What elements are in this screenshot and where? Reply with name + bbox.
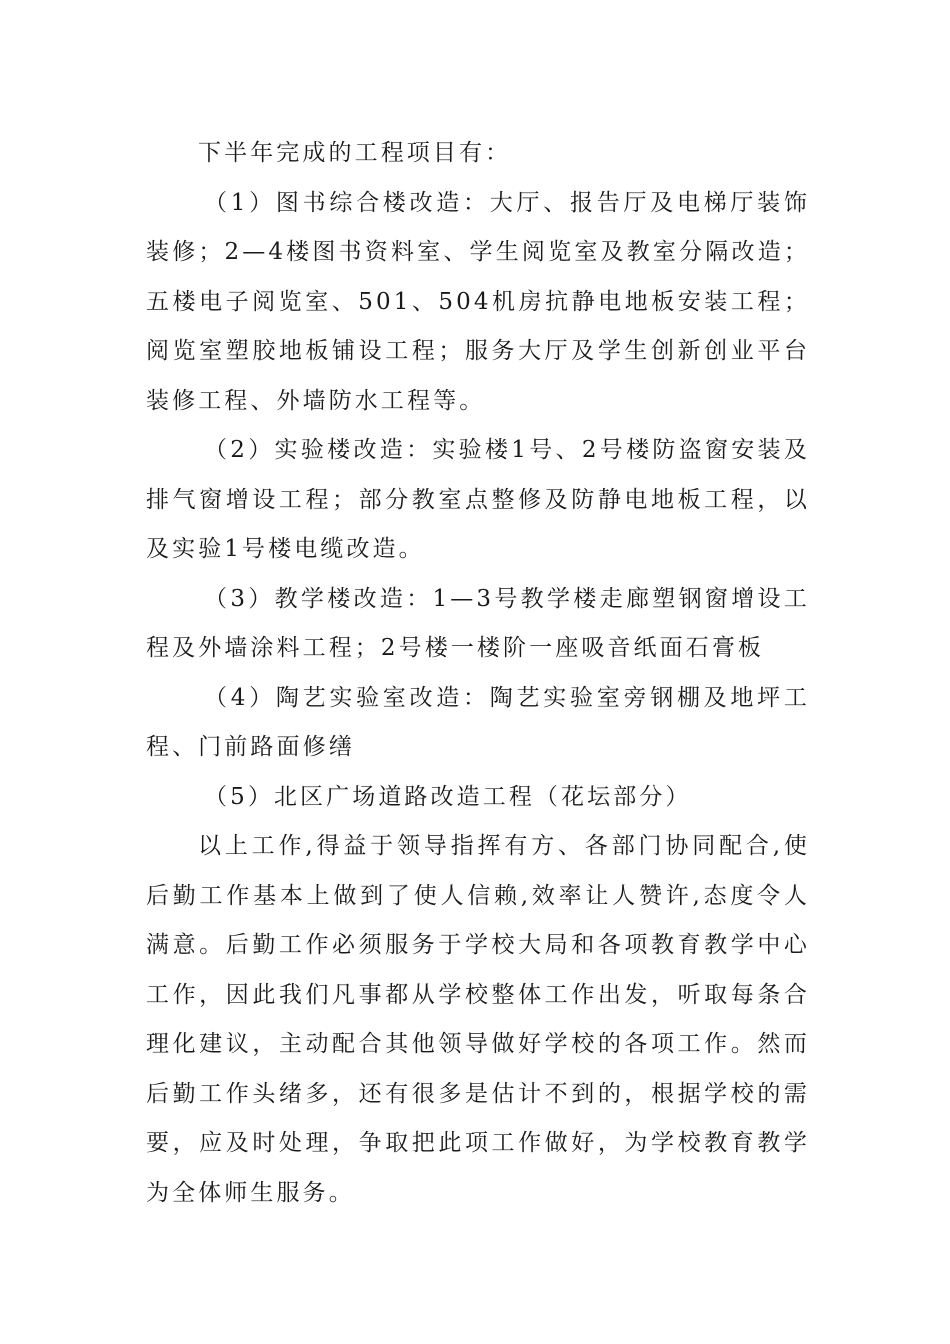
intro-paragraph: 下半年完成的工程项目有： xyxy=(198,140,512,166)
item-paragraph-library: （1）图书综合楼改造：大厅、报告厅及电梯厅装饰装修；2—4楼图书资料室、学生阅览室及教室分隔改造；五楼电子阅览室、501、504机房抗静电地板安装工程；阅览室塑胶地板铺设工程；服务大厅及学生创新创业平台装修工程、外墙防水工程等。 xyxy=(146,189,810,414)
item-paragraph-lab-building: （2）实验楼改造：实验楼1号、2号楼防盗窗安装及排气窗增设工程；部分教室点整修及防静电地板工程，以及实验1号楼电缆改造。 xyxy=(146,437,810,562)
summary-paragraph: 以上工作,得益于领导指挥有方、各部门协同配合,使后勤工作基本上做到了使人信赖,效率让人赞许,态度令人满意。后勤工作必须服务于学校大局和各项教育教学中心工作，因此我们凡事都从学校整体工作出发，听取每条合理化建议，主动配合其他领导做好学校的各项工作。然而后勤工作头绪多，还有很多是估计不到的，根据学校的需要，应及时处理，争取把此项工作做好，为学校教育教学为全体师生服务。 xyxy=(146,833,810,1206)
item-paragraph-ceramics-lab: （4）陶艺实验室改造：陶艺实验室旁钢棚及地坪工程、门前路面修缮 xyxy=(146,684,810,760)
item-paragraph-teaching-building: （3）教学楼改造：1—3号教学楼走廊塑钢窗增设工程及外墙涂料工程；2号楼一楼阶一座吸音纸面石膏板 xyxy=(146,585,810,661)
document-body xyxy=(146,129,810,1218)
item-paragraph-north-plaza: （5）北区广场道路改造工程（花坛部分） xyxy=(204,783,692,810)
